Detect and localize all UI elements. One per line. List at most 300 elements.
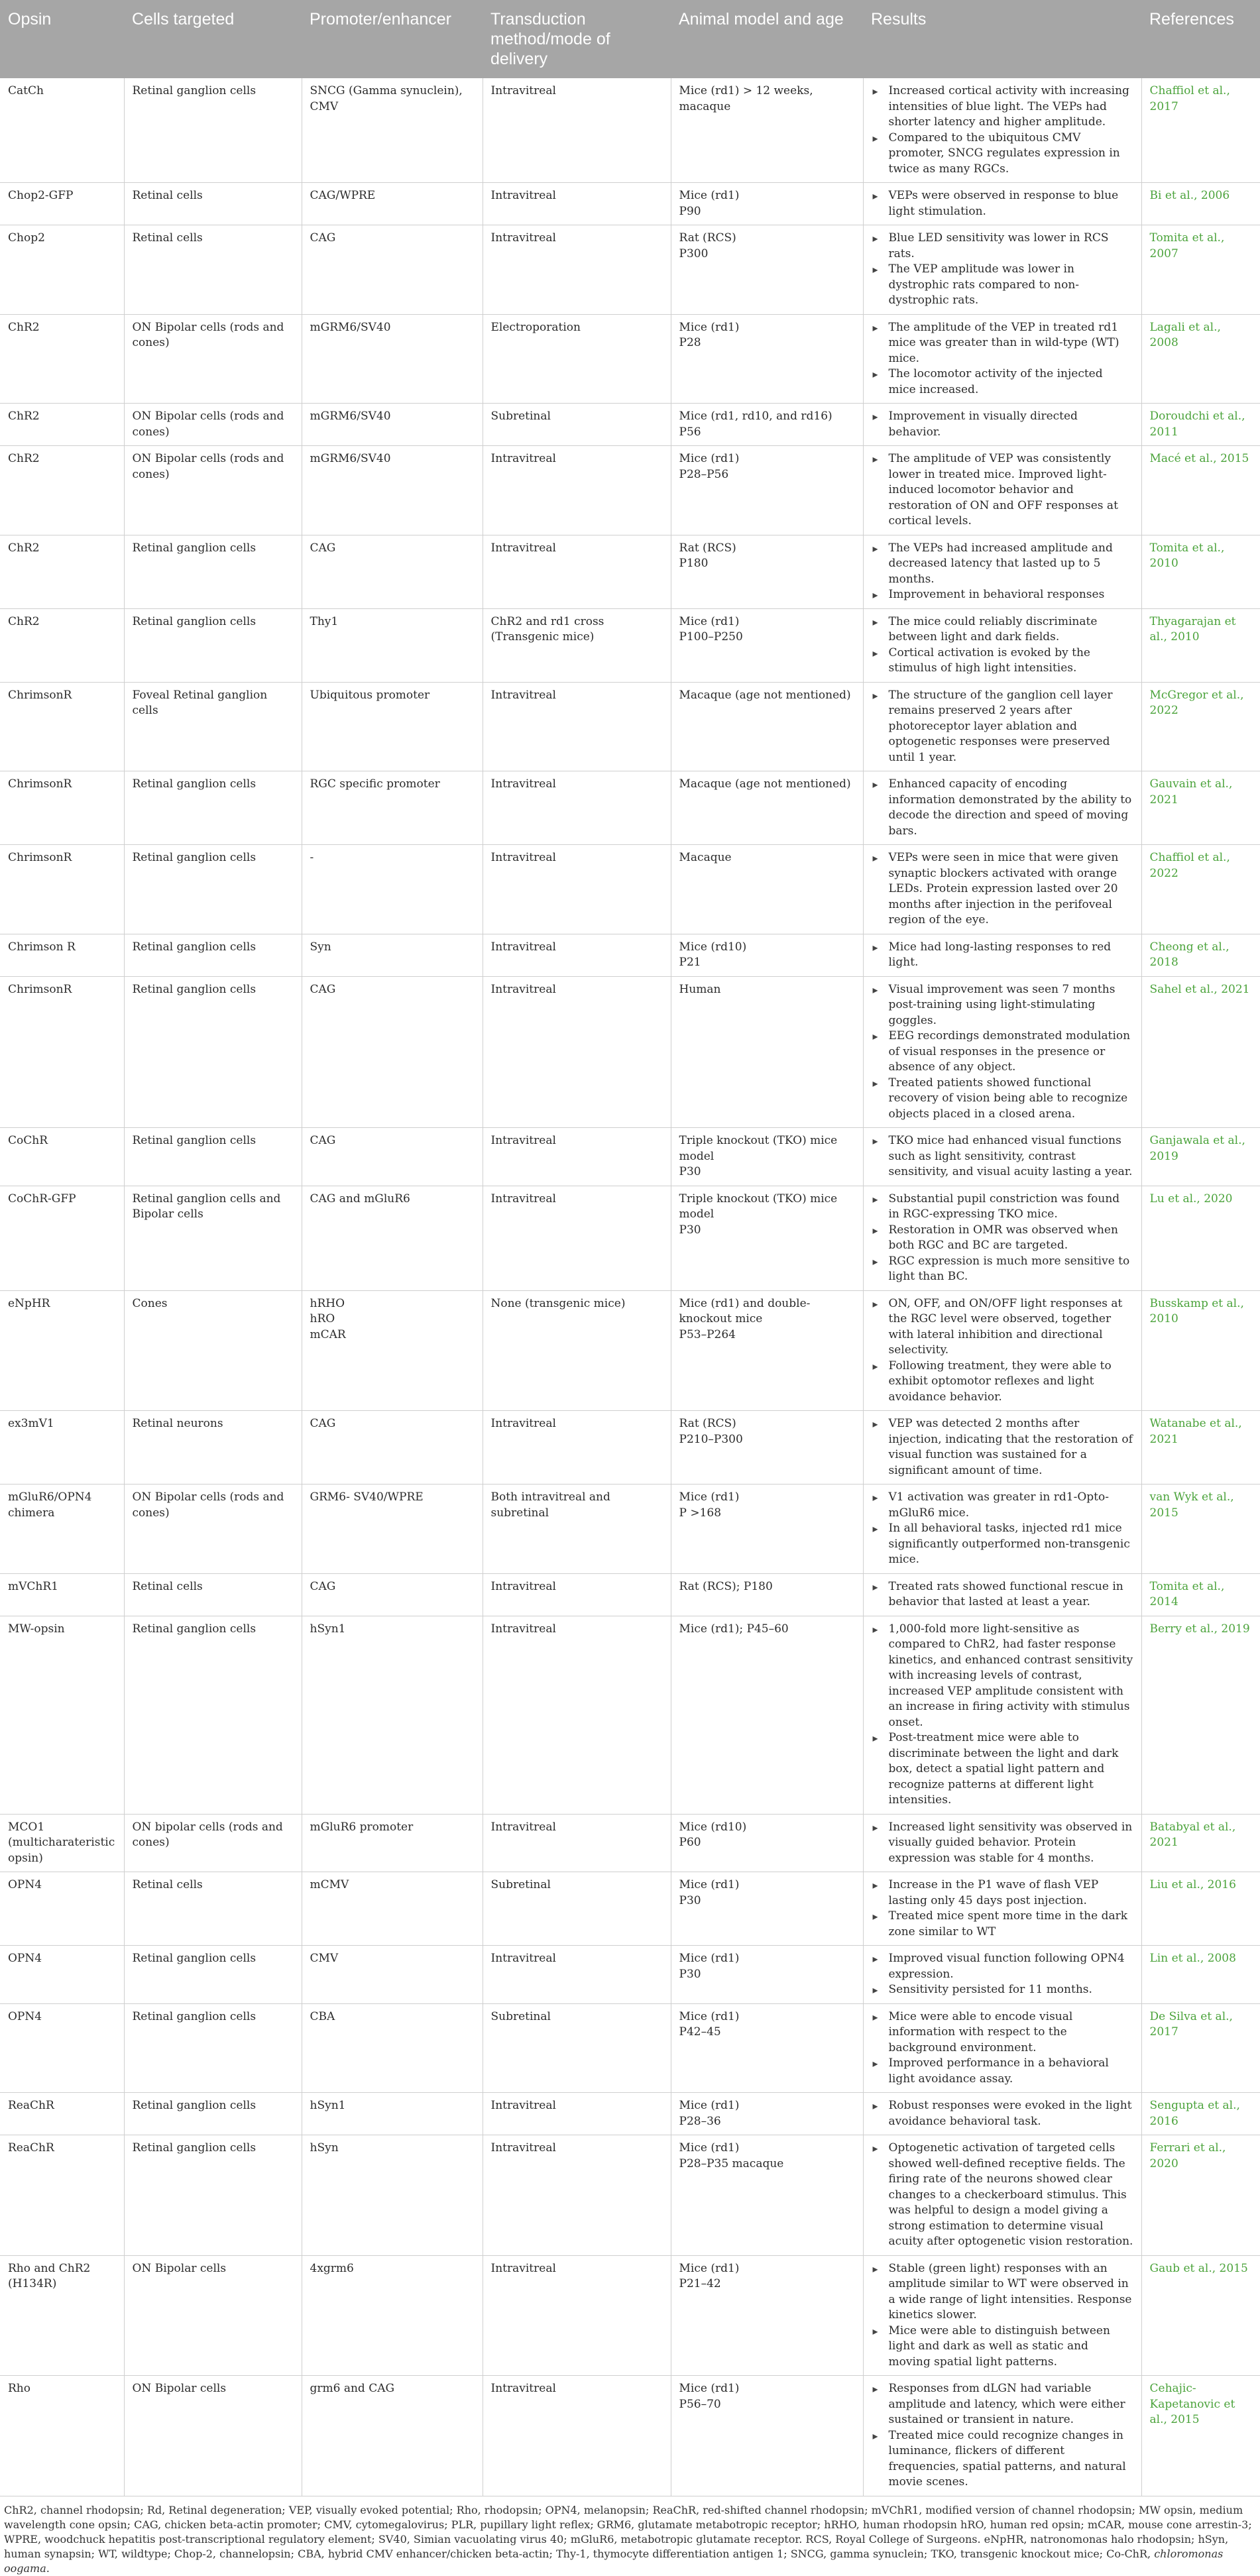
reference-link[interactable]: Batabyal et al., 2021	[1141, 1814, 1260, 1872]
results-cell	[863, 934, 1141, 976]
results-cell	[863, 446, 1141, 535]
animal-model-cell: Mice (rd1) P28	[671, 314, 863, 404]
results-cell	[863, 183, 1141, 225]
transduction-method-cell: Intravitreal	[483, 2255, 671, 2376]
opsin-cell: Chrimson R	[0, 934, 124, 976]
header-cells-targeted: Cells targeted	[124, 0, 302, 78]
results-cell	[863, 2135, 1141, 2256]
reference-link[interactable]: Berry et al., 2019	[1141, 1616, 1260, 1814]
result-bullet: ▸ Improvement in behavioral responses	[872, 587, 1133, 603]
results-list	[872, 1579, 1133, 1610]
results-list	[872, 940, 1133, 971]
cells-targeted-cell: ON bipolar cells (rods and cones)	[124, 1814, 302, 1872]
result-bullet: ▸ Improvement in visually directed behavior.	[872, 409, 1133, 440]
promoter-cell: CAG/WPRE	[302, 183, 483, 225]
opsin-cell: CoChR	[0, 1128, 124, 1186]
results-list	[872, 1622, 1133, 1809]
table-header	[0, 0, 1260, 78]
header-row	[0, 0, 1260, 78]
results-cell	[863, 1616, 1141, 1814]
reference-link[interactable]: Gauvain et al., 2021	[1141, 771, 1260, 845]
animal-model-cell: Macaque	[671, 845, 863, 934]
results-cell	[863, 1946, 1141, 2004]
opsin-cell: CoChR-GFP	[0, 1186, 124, 1290]
result-bullet: ▸ Increase in the P1 wave of flash VEP lasting only 45 days post injection.	[872, 1877, 1133, 1909]
results-list	[872, 1951, 1133, 1998]
promoter-cell: hSyn1	[302, 1616, 483, 1814]
results-list	[872, 1296, 1133, 1406]
results-list	[872, 1192, 1133, 1285]
reference-link[interactable]: Gaub et al., 2015	[1141, 2255, 1260, 2376]
reference-link[interactable]: Sengupta et al., 2016	[1141, 2093, 1260, 2135]
results-cell	[863, 2255, 1141, 2376]
cells-targeted-cell: Retinal cells	[124, 1872, 302, 1946]
transduction-method-cell: Intravitreal	[483, 771, 671, 845]
opsin-cell: ChrimsonR	[0, 976, 124, 1128]
cells-targeted-cell: Retinal ganglion cells	[124, 2003, 302, 2093]
promoter-cell: SNCG (Gamma synuclein), CMV	[302, 78, 483, 183]
result-bullet: ▸ Treated mice could recognize changes in luminance, flickers of different frequencies, spatial patterns, and natural movie scenes.	[872, 2428, 1133, 2491]
opsin-cell: OPN4	[0, 1872, 124, 1946]
results-cell	[863, 2093, 1141, 2135]
transduction-method-cell: Intravitreal	[483, 682, 671, 771]
table-row	[0, 1290, 1260, 1411]
promoter-cell: mGluR6 promoter	[302, 1814, 483, 1872]
table-row	[0, 2376, 1260, 2496]
opsin-cell: ReaChR	[0, 2093, 124, 2135]
transduction-method-cell: Subretinal	[483, 2003, 671, 2093]
cells-targeted-cell: ON Bipolar cells (rods and cones)	[124, 1484, 302, 1574]
cells-targeted-cell: Retinal ganglion cells	[124, 535, 302, 608]
reference-link[interactable]: Lu et al., 2020	[1141, 1186, 1260, 1290]
reference-link[interactable]: Ganjawala et al., 2019	[1141, 1128, 1260, 1186]
promoter-cell: CAG	[302, 535, 483, 608]
result-bullet: ▸ Mice were able to encode visual information with respect to the background environment.	[872, 2009, 1133, 2056]
cells-targeted-cell: Retinal ganglion cells	[124, 2093, 302, 2135]
results-cell	[863, 1573, 1141, 1616]
animal-model-cell: Mice (rd1) P28–P35 macaque	[671, 2135, 863, 2256]
transduction-method-cell: Intravitreal	[483, 1946, 671, 2004]
reference-link[interactable]: Watanabe et al., 2021	[1141, 1411, 1260, 1484]
table-row	[0, 771, 1260, 845]
transduction-method-cell: None (transgenic mice)	[483, 1290, 671, 1411]
result-bullet: ▸ The locomotor activity of the injected mice increased.	[872, 366, 1133, 398]
promoter-cell: CBA	[302, 2003, 483, 2093]
transduction-method-cell: Subretinal	[483, 1872, 671, 1946]
promoter-cell: hRHO hRO mCAR	[302, 1290, 483, 1411]
table-row	[0, 1616, 1260, 1814]
result-bullet: ▸ Treated patients showed functional recovery of vision being able to recognize objects placed in a closed arena.	[872, 1076, 1133, 1123]
reference-link[interactable]: Tomita et al., 2010	[1141, 535, 1260, 608]
promoter-cell: Syn	[302, 934, 483, 976]
transduction-method-cell: Intravitreal	[483, 2135, 671, 2256]
abbreviations-end: .	[46, 2561, 50, 2575]
result-bullet: ▸ Restoration in OMR was observed when both RGC and BC are targeted.	[872, 1223, 1133, 1254]
animal-model-cell: Rat (RCS); P180	[671, 1573, 863, 1616]
opsin-cell: Rho and ChR2 (H134R)	[0, 2255, 124, 2376]
results-list	[872, 84, 1133, 177]
cells-targeted-cell: Retinal ganglion cells	[124, 976, 302, 1128]
results-list	[872, 777, 1133, 839]
results-list	[872, 2261, 1133, 2371]
result-bullet: ▸ The VEPs had increased amplitude and decreased latency that lasted up to 5 months.	[872, 541, 1133, 588]
opsin-cell: MCO1 (multicharateristic opsin)	[0, 1814, 124, 1872]
cells-targeted-cell: ON Bipolar cells (rods and cones)	[124, 446, 302, 535]
results-list	[872, 541, 1133, 603]
promoter-cell: hSyn	[302, 2135, 483, 2256]
cells-targeted-cell: Retinal ganglion cells	[124, 845, 302, 934]
promoter-cell: RGC specific promoter	[302, 771, 483, 845]
animal-model-cell: Mice (rd1) P21–42	[671, 2255, 863, 2376]
header-animal-model: Animal model and age	[671, 0, 863, 78]
cells-targeted-cell: ON Bipolar cells	[124, 2255, 302, 2376]
result-bullet: ▸ Substantial pupil constriction was found in RGC-expressing TKO mice.	[872, 1192, 1133, 1223]
reference-link[interactable]: Liu et al., 2016	[1141, 1872, 1260, 1946]
promoter-cell: mCMV	[302, 1872, 483, 1946]
transduction-method-cell: Intravitreal	[483, 1128, 671, 1186]
animal-model-cell: Mice (rd1, rd10, and rd16) P56	[671, 404, 863, 446]
table-row	[0, 1946, 1260, 2004]
transduction-method-cell: Intravitreal	[483, 2376, 671, 2496]
transduction-method-cell: Intravitreal	[483, 976, 671, 1128]
promoter-cell: Ubiquitous promoter	[302, 682, 483, 771]
results-cell	[863, 225, 1141, 315]
results-list	[872, 188, 1133, 219]
result-bullet: ▸ The structure of the ganglion cell layer remains preserved 2 years after photoreceptor layer ablation and optogenetic responses were preserved until 1 year.	[872, 688, 1133, 766]
animal-model-cell: Rat (RCS) P180	[671, 535, 863, 608]
results-list	[872, 2098, 1133, 2129]
promoter-cell: CAG	[302, 1128, 483, 1186]
promoter-cell: CAG	[302, 1411, 483, 1484]
animal-model-cell: Mice (rd1) P90	[671, 183, 863, 225]
animal-model-cell: Rat (RCS) P210–P300	[671, 1411, 863, 1484]
animal-model-cell: Mice (rd1) P56–70	[671, 2376, 863, 2496]
opsin-cell: MW-opsin	[0, 1616, 124, 1814]
cells-targeted-cell: Retinal ganglion cells	[124, 608, 302, 682]
promoter-cell: grm6 and CAG	[302, 2376, 483, 2496]
result-bullet: ▸ VEPs were observed in response to blue light stimulation.	[872, 188, 1133, 219]
cells-targeted-cell: Retinal ganglion cells	[124, 1946, 302, 2004]
results-cell	[863, 976, 1141, 1128]
table-row	[0, 845, 1260, 934]
animal-model-cell: Triple knockout (TKO) mice model P30	[671, 1128, 863, 1186]
results-cell	[863, 1186, 1141, 1290]
promoter-cell: CAG	[302, 225, 483, 315]
animal-model-cell: Mice (rd1) P28–P56	[671, 446, 863, 535]
transduction-method-cell: Intravitreal	[483, 845, 671, 934]
reference-link[interactable]: Doroudchi et al., 2011	[1141, 404, 1260, 446]
table-row	[0, 535, 1260, 608]
opsin-cell: OPN4	[0, 1946, 124, 2004]
result-bullet: ▸ Post-treatment mice were able to discriminate between the light and dark box, detect a spatial light pattern and recognize patterns at different light intensities.	[872, 1730, 1133, 1809]
transduction-method-cell: ChR2 and rd1 cross (Transgenic mice)	[483, 608, 671, 682]
results-list	[872, 2381, 1133, 2491]
promoter-cell: mGRM6/SV40	[302, 446, 483, 535]
opsin-cell: ChR2	[0, 404, 124, 446]
table-row	[0, 225, 1260, 315]
results-list	[872, 1490, 1133, 1568]
cells-targeted-cell: Cones	[124, 1290, 302, 1411]
results-list	[872, 451, 1133, 530]
results-list	[872, 2141, 1133, 2250]
results-list	[872, 1416, 1133, 1479]
opsin-cell: ChR2	[0, 608, 124, 682]
reference-link[interactable]: Lagali et al., 2008	[1141, 314, 1260, 404]
animal-model-cell: Macaque (age not mentioned)	[671, 682, 863, 771]
promoter-cell: mGRM6/SV40	[302, 314, 483, 404]
animal-model-cell: Triple knockout (TKO) mice model P30	[671, 1186, 863, 1290]
transduction-method-cell: Intravitreal	[483, 535, 671, 608]
transduction-method-cell: Subretinal	[483, 404, 671, 446]
table-row	[0, 1128, 1260, 1186]
result-bullet: ▸ In all behavioral tasks, injected rd1 mice significantly outperformed non-transgenic mice.	[872, 1521, 1133, 1568]
results-cell	[863, 845, 1141, 934]
table-row	[0, 1484, 1260, 1574]
header-opsin: Opsin	[0, 0, 124, 78]
table-row	[0, 2255, 1260, 2376]
cells-targeted-cell: ON Bipolar cells	[124, 2376, 302, 2496]
opsin-cell: Chop2-GFP	[0, 183, 124, 225]
header-transduction-method: Transduction method/mode of delivery	[483, 0, 671, 78]
results-cell	[863, 771, 1141, 845]
table-row	[0, 404, 1260, 446]
table-row	[0, 934, 1260, 976]
transduction-method-cell: Intravitreal	[483, 934, 671, 976]
transduction-method-cell: Intravitreal	[483, 1186, 671, 1290]
result-bullet: ▸ Sensitivity persisted for 11 months.	[872, 1982, 1133, 1998]
reference-link[interactable]: McGregor et al., 2022	[1141, 682, 1260, 771]
animal-model-cell: Human	[671, 976, 863, 1128]
opsin-cell: ChR2	[0, 535, 124, 608]
results-cell	[863, 404, 1141, 446]
results-list	[872, 982, 1133, 1123]
result-bullet: ▸ Robust responses were evoked in the light avoidance behavioral task.	[872, 2098, 1133, 2129]
transduction-method-cell: Intravitreal	[483, 225, 671, 315]
cells-targeted-cell: Retinal cells	[124, 183, 302, 225]
cells-targeted-cell: Retinal ganglion cells	[124, 771, 302, 845]
results-cell	[863, 1484, 1141, 1574]
result-bullet: ▸ RGC expression is much more sensitive to light than BC.	[872, 1254, 1133, 1285]
cells-targeted-cell: Retinal ganglion cells	[124, 1616, 302, 1814]
results-list	[872, 1877, 1133, 1940]
reference-link[interactable]: Thyagarajan et al., 2010	[1141, 608, 1260, 682]
reference-link[interactable]: Lin et al., 2008	[1141, 1946, 1260, 2004]
cells-targeted-cell: Retinal ganglion cells	[124, 2135, 302, 2256]
result-bullet: ▸ Compared to the ubiquitous CMV promoter, SNCG regulates expression in twice as many RGCs.	[872, 131, 1133, 178]
result-bullet: ▸ The VEP amplitude was lower in dystrophic rats compared to non-dystrophic rats.	[872, 262, 1133, 309]
animal-model-cell: Rat (RCS) P300	[671, 225, 863, 315]
result-bullet: ▸ Enhanced capacity of encoding information demonstrated by the ability to decode the direction and speed of moving bars.	[872, 777, 1133, 839]
cells-targeted-cell: Foveal Retinal ganglion cells	[124, 682, 302, 771]
transduction-method-cell: Both intravitreal and subretinal	[483, 1484, 671, 1574]
results-cell	[863, 535, 1141, 608]
results-list	[872, 614, 1133, 677]
promoter-cell: CMV	[302, 1946, 483, 2004]
opsin-cell: ChrimsonR	[0, 771, 124, 845]
results-list	[872, 2009, 1133, 2088]
table-row	[0, 608, 1260, 682]
abbreviations-italic: chloromonas oogama	[4, 2547, 1224, 2575]
transduction-method-cell: Intravitreal	[483, 1411, 671, 1484]
result-bullet: ▸ Treated rats showed functional rescue in behavior that lasted at least a year.	[872, 1579, 1133, 1610]
result-bullet: ▸ Improved performance in a behavioral light avoidance assay.	[872, 2056, 1133, 2087]
result-bullet: ▸ TKO mice had enhanced visual functions such as light sensitivity, contrast sensitivity, and visual acuity lasting a year.	[872, 1133, 1133, 1180]
result-bullet: ▸ Treated mice spent more time in the dark zone similar to WT	[872, 1909, 1133, 1940]
promoter-cell: -	[302, 845, 483, 934]
transduction-method-cell: Intravitreal	[483, 446, 671, 535]
result-bullet: ▸ The amplitude of the VEP in treated rd1 mice was greater than in wild-type (WT) mice.	[872, 320, 1133, 367]
table-row	[0, 78, 1260, 183]
cells-targeted-cell: Retinal neurons	[124, 1411, 302, 1484]
animal-model-cell: Mice (rd10) P60	[671, 1814, 863, 1872]
cells-targeted-cell: Retinal ganglion cells and Bipolar cells	[124, 1186, 302, 1290]
reference-link[interactable]: Cehajic-Kapetanovic et al., 2015	[1141, 2376, 1260, 2496]
reference-link[interactable]: Busskamp et al., 2010	[1141, 1290, 1260, 1411]
opsin-cell: ChR2	[0, 446, 124, 535]
animal-model-cell: Macaque (age not mentioned)	[671, 771, 863, 845]
transduction-method-cell: Intravitreal	[483, 1573, 671, 1616]
cells-targeted-cell: Retinal ganglion cells	[124, 78, 302, 183]
results-list	[872, 1133, 1133, 1180]
promoter-cell: mGRM6/SV40	[302, 404, 483, 446]
opsin-cell: ex3mV1	[0, 1411, 124, 1484]
promoter-cell: CAG	[302, 976, 483, 1128]
result-bullet: ▸ Optogenetic activation of targeted cells showed well-defined receptive fields. The firing rate of the neurons showed clear changes to a checkerboard stimulus. This was helpful to design a model giving a strong estimation to determine visual acuity after optogenetic vision restoration.	[872, 2141, 1133, 2250]
table-row	[0, 1411, 1260, 1484]
result-bullet: ▸ Stable (green light) responses with an amplitude similar to WT were observed in a wide range of light intensities. Response kinetics slower.	[872, 2261, 1133, 2324]
header-promoter: Promoter/enhancer	[302, 0, 483, 78]
transduction-method-cell: Intravitreal	[483, 78, 671, 183]
results-cell	[863, 314, 1141, 404]
results-cell	[863, 78, 1141, 183]
animal-model-cell: Mice (rd1) P30	[671, 1946, 863, 2004]
opsin-cell: CatCh	[0, 78, 124, 183]
opsin-cell: Rho	[0, 2376, 124, 2496]
animal-model-cell: Mice (rd1) P30	[671, 1872, 863, 1946]
opsin-cell: ChrimsonR	[0, 682, 124, 771]
reference-link[interactable]: Bi et al., 2006	[1141, 183, 1260, 225]
table-row	[0, 446, 1260, 535]
result-bullet: ▸ Improved visual function following OPN4 expression.	[872, 1951, 1133, 1982]
results-cell	[863, 1814, 1141, 1872]
transduction-method-cell: Intravitreal	[483, 1616, 671, 1814]
result-bullet: ▸ 1,000-fold more light-sensitive as compared to ChR2, had faster response kinetics, and enhanced contrast sensitivity with increasing levels of contrast, increased VEP amplitude consistent with an increase in firing activity with stimulus onset.	[872, 1622, 1133, 1731]
animal-model-cell: Mice (rd1) P >168	[671, 1484, 863, 1574]
results-list	[872, 1820, 1133, 1867]
result-bullet: ▸ ON, OFF, and ON/OFF light responses at the RGC level were observed, together with lateral inhibition and directional selectivity.	[872, 1296, 1133, 1359]
result-bullet: ▸ Responses from dLGN had variable amplitude and latency, which were either sustained or transient in nature.	[872, 2381, 1133, 2428]
reference-link[interactable]: Macé et al., 2015	[1141, 446, 1260, 535]
reference-link[interactable]: Chaffiol et al., 2017	[1141, 78, 1260, 183]
animal-model-cell: Mice (rd1) and double-knockout mice P53–P264	[671, 1290, 863, 1411]
table-row	[0, 1814, 1260, 1872]
opsin-cell: ReaChR	[0, 2135, 124, 2256]
reference-link[interactable]: Tomita et al., 2007	[1141, 225, 1260, 315]
results-list	[872, 320, 1133, 398]
cells-targeted-cell: ON Bipolar cells (rods and cones)	[124, 314, 302, 404]
promoter-cell: 4xgrm6	[302, 2255, 483, 2376]
table-row	[0, 682, 1260, 771]
result-bullet: ▸ Mice were able to distinguish between light and dark as well as static and moving spatial light patterns.	[872, 2324, 1133, 2371]
result-bullet: ▸ Cortical activation is evoked by the stimulus of high light intensities.	[872, 645, 1133, 677]
cells-targeted-cell: Retinal cells	[124, 1573, 302, 1616]
result-bullet: ▸ Increased cortical activity with increasing intensities of blue light. The VEPs had shorter latency and higher amplitude.	[872, 84, 1133, 131]
results-list	[872, 231, 1133, 309]
cells-targeted-cell: ON Bipolar cells (rods and cones)	[124, 404, 302, 446]
result-bullet: ▸ V1 activation was greater in rd1-Opto-mGluR6 mice.	[872, 1490, 1133, 1521]
header-results: Results	[863, 0, 1141, 78]
reference-link[interactable]: Ferrari et al., 2020	[1141, 2135, 1260, 2256]
results-cell	[863, 1872, 1141, 1946]
table-row	[0, 1186, 1260, 1290]
reference-link[interactable]: Chaffiol et al., 2022	[1141, 845, 1260, 934]
results-cell	[863, 682, 1141, 771]
opsin-cell: mGluR6/OPN4 chimera	[0, 1484, 124, 1574]
opsin-cell: ChR2	[0, 314, 124, 404]
table-body	[0, 78, 1260, 2496]
result-bullet: ▸ The mice could reliably discriminate between light and dark fields.	[872, 614, 1133, 645]
reference-link[interactable]: Cheong et al., 2018	[1141, 934, 1260, 976]
reference-link[interactable]: van Wyk et al., 2015	[1141, 1484, 1260, 1574]
animal-model-cell: Mice (rd1) P28–36	[671, 2093, 863, 2135]
result-bullet: ▸ VEP was detected 2 months after injection, indicating that the restoration of visual function was sustained for a significant amount of time.	[872, 1416, 1133, 1479]
opsin-cell: eNpHR	[0, 1290, 124, 1411]
reference-link[interactable]: Sahel et al., 2021	[1141, 976, 1260, 1128]
result-bullet: ▸ Visual improvement was seen 7 months post-training using light-stimulating goggles.	[872, 982, 1133, 1029]
animal-model-cell: Mice (rd1); P45–60	[671, 1616, 863, 1814]
result-bullet: ▸ EEG recordings demonstrated modulation of visual responses in the presence or absence of any object.	[872, 1029, 1133, 1076]
result-bullet: ▸ Following treatment, they were able to exhibit optomotor reflexes and light avoidance behavior.	[872, 1359, 1133, 1406]
results-cell	[863, 608, 1141, 682]
result-bullet: ▸ VEPs were seen in mice that were given synaptic blockers activated with orange LEDs. Protein expression lasted over 20 months after injection in the perifoveal region of the eye.	[872, 850, 1133, 928]
header-references: References	[1141, 0, 1260, 78]
table-row	[0, 183, 1260, 225]
reference-link[interactable]: Tomita et al., 2014	[1141, 1573, 1260, 1616]
transduction-method-cell: Intravitreal	[483, 1814, 671, 1872]
promoter-cell: GRM6- SV40/WPRE	[302, 1484, 483, 1574]
table-row	[0, 2003, 1260, 2093]
animal-model-cell: Mice (rd1) P100–P250	[671, 608, 863, 682]
promoter-cell: Thy1	[302, 608, 483, 682]
table-row	[0, 1573, 1260, 1616]
animal-model-cell: Mice (rd1) P42–45	[671, 2003, 863, 2093]
results-cell	[863, 2376, 1141, 2496]
results-list	[872, 409, 1133, 440]
cells-targeted-cell: Retinal ganglion cells	[124, 934, 302, 976]
opsin-cell: ChrimsonR	[0, 845, 124, 934]
table-row	[0, 1872, 1260, 1946]
result-bullet: ▸ Increased light sensitivity was observed in visually guided behavior. Protein expression was stable for 4 months.	[872, 1820, 1133, 1867]
transduction-method-cell: Intravitreal	[483, 183, 671, 225]
results-cell	[863, 1290, 1141, 1411]
promoter-cell: CAG and mGluR6	[302, 1186, 483, 1290]
result-bullet: ▸ The amplitude of VEP was consistently lower in treated mice. Improved light-induced locomotor behavior and restoration of ON and OFF responses at cortical levels.	[872, 451, 1133, 530]
table-row	[0, 2135, 1260, 2256]
abbreviations-footnote	[0, 2496, 1260, 2576]
results-list	[872, 850, 1133, 928]
table-row	[0, 2093, 1260, 2135]
results-list	[872, 688, 1133, 766]
table-row	[0, 314, 1260, 404]
animal-model-cell: Mice (rd10) P21	[671, 934, 863, 976]
opsin-cell: mVChR1	[0, 1573, 124, 1616]
opsin-cell: Chop2	[0, 225, 124, 315]
results-cell	[863, 1128, 1141, 1186]
animal-model-cell: Mice (rd1) > 12 weeks, macaque	[671, 78, 863, 183]
reference-link[interactable]: De Silva et al., 2017	[1141, 2003, 1260, 2093]
results-cell	[863, 1411, 1141, 1484]
transduction-method-cell: Electroporation	[483, 314, 671, 404]
